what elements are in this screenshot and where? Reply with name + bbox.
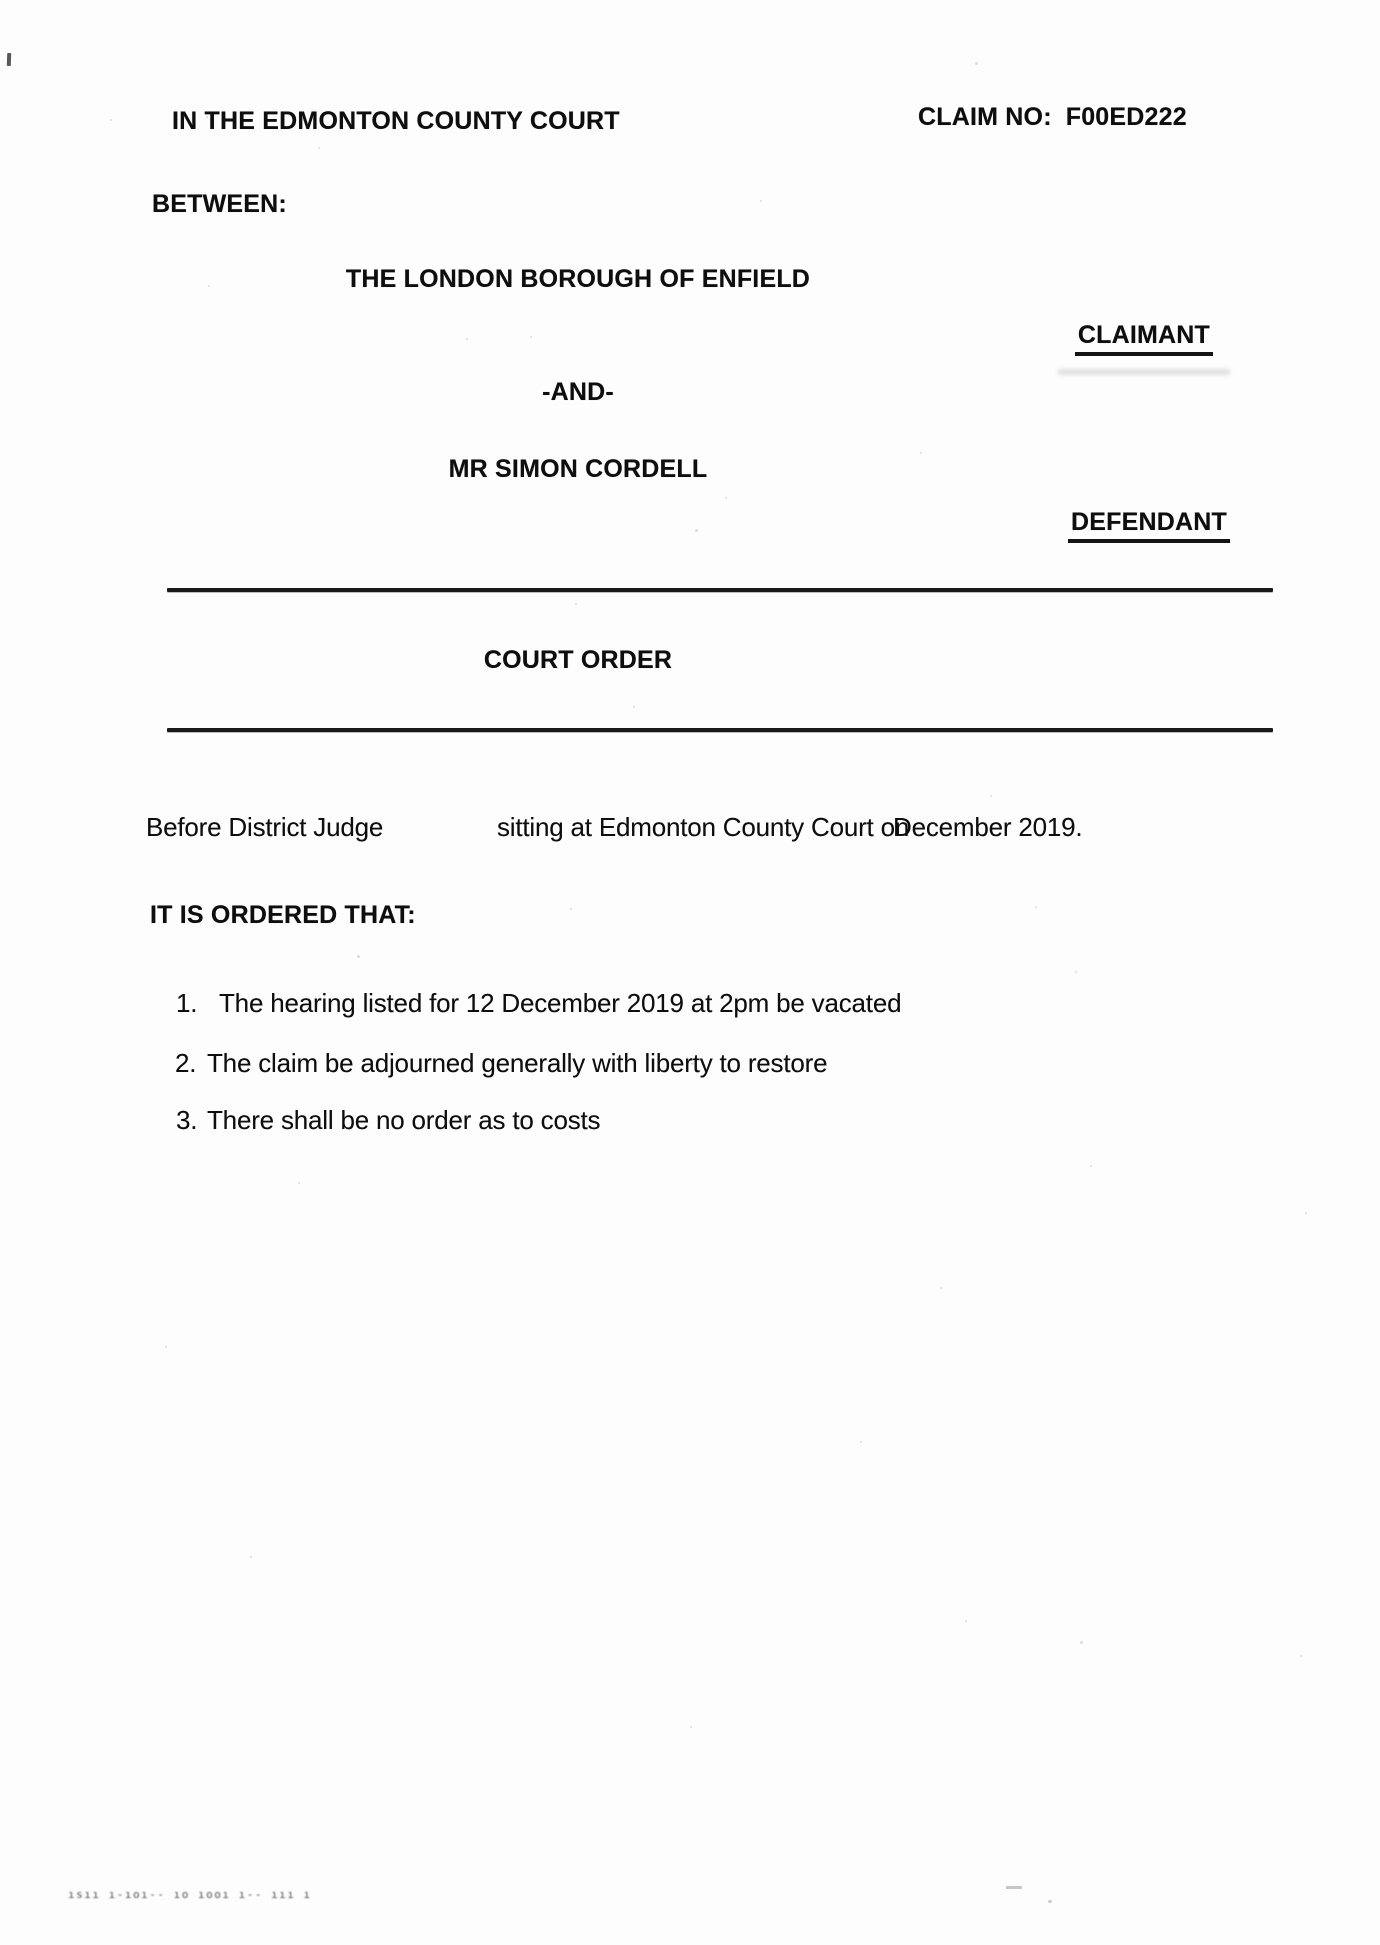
order-text: The hearing listed for 12 December 2019 at 2pm be vacated	[219, 988, 902, 1018]
preamble-sitting-at: sitting at Edmonton County Court on	[497, 812, 910, 842]
scan-speck-artifact	[690, 1726, 692, 1728]
order-number: 3.	[176, 1105, 198, 1135]
claimant-name: THE LONDON BOROUGH OF ENFIELD	[345, 265, 811, 293]
scan-dash-artifact	[1006, 1886, 1022, 1889]
order-number: 1.	[176, 988, 198, 1018]
scan-speck-artifact	[318, 147, 320, 149]
scan-speck-artifact	[975, 62, 978, 65]
scan-smudge-artifact	[1058, 369, 1230, 375]
document-title: COURT ORDER	[483, 646, 673, 674]
scan-speck-artifact	[725, 497, 727, 499]
divider-rule-bottom	[167, 728, 1273, 732]
scan-speck-artifact	[965, 1620, 967, 1622]
scan-speck-artifact	[530, 336, 532, 338]
scan-speck-artifact	[165, 1346, 167, 1348]
scan-speck-artifact	[466, 338, 468, 340]
scan-speck-artifact	[1090, 1165, 1092, 1167]
scan-speck-artifact	[940, 1287, 942, 1289]
order-text: The claim be adjourned generally with liberty to restore	[207, 1048, 828, 1078]
preamble-before-judge: Before District Judge	[146, 812, 384, 842]
scan-speck-artifact	[1300, 1655, 1302, 1657]
defendant-role-text: DEFENDANT	[1068, 508, 1230, 543]
scan-speck-artifact	[110, 119, 112, 121]
claim-number-label: CLAIM NO:	[918, 103, 1052, 131]
scan-dot-artifact	[1048, 1900, 1052, 1903]
order-text: There shall be no order as to costs	[207, 1105, 601, 1135]
and-separator: -AND-	[542, 378, 614, 406]
defendant-name: MR SIMON CORDELL	[448, 455, 708, 483]
claimant-role-label	[1075, 321, 1213, 350]
scan-speck-artifact	[691, 1062, 694, 1065]
scan-speck-artifact	[695, 529, 698, 532]
footer-reference-artifact: ısıı ı-ıoı-- ıo ıooı ı-- ııı ı	[68, 1888, 312, 1901]
scan-speck-artifact	[298, 1182, 300, 1184]
scan-speck-artifact	[1075, 971, 1077, 973]
scan-speck-artifact	[760, 200, 762, 202]
scan-speck-artifact	[206, 116, 208, 118]
divider-rule-top	[167, 588, 1273, 592]
ordered-heading: IT IS ORDERED THAT:	[150, 901, 416, 929]
scan-speck-artifact	[860, 1441, 862, 1443]
order-number: 2.	[175, 1048, 197, 1078]
scan-speck-artifact	[990, 795, 992, 797]
scan-speck-artifact	[1035, 906, 1037, 908]
claim-number	[918, 103, 1187, 132]
scan-speck-artifact	[357, 955, 360, 958]
scan-speck-artifact	[1305, 1212, 1307, 1214]
claim-number-value: F00ED222	[1065, 103, 1187, 131]
scan-speck-artifact	[1080, 1641, 1083, 1644]
scan-speck-artifact	[575, 603, 577, 605]
scan-speck-artifact	[570, 908, 572, 910]
between-label: BETWEEN:	[152, 190, 287, 218]
scan-speck-artifact	[208, 285, 210, 287]
defendant-role-label	[1068, 508, 1230, 537]
claimant-role-text: CLAIMANT	[1075, 321, 1213, 356]
scan-speck-artifact	[250, 1556, 252, 1558]
court-name: IN THE EDMONTON COUNTY COURT	[172, 107, 620, 135]
preamble-date: December 2019.	[893, 812, 1083, 842]
scan-speck-artifact	[633, 706, 635, 708]
scan-tick-artifact	[7, 53, 11, 66]
scan-speck-artifact	[920, 452, 922, 454]
